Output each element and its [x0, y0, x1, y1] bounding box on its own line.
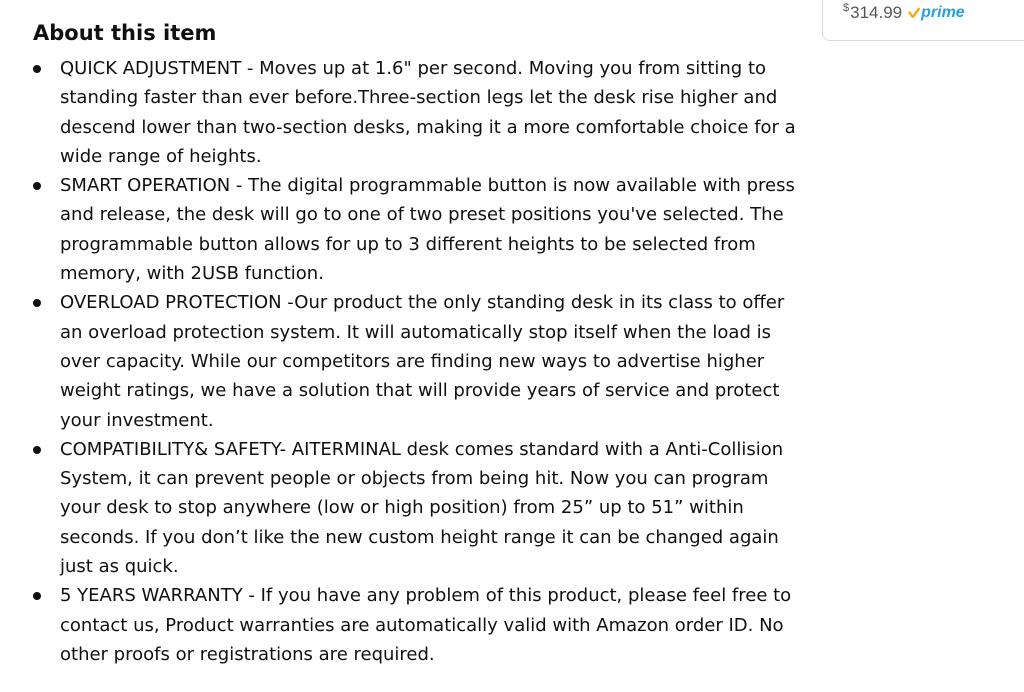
feature-bullet [33, 54, 803, 171]
bullet-dot-icon [33, 65, 41, 73]
price-row [843, 1, 965, 24]
feature-bullet [33, 288, 803, 434]
feature-bullet-text: OVERLOAD PROTECTION -Our product the only standing desk in its class to offer an overload protection system. It will automatically stop itself when the load is over capacity. While our competitors are finding new ways to advertise higher weight ratings, we have a solution that will provide years of service and protect your investment. [60, 292, 785, 431]
currency-symbol: $ [843, 2, 850, 14]
feature-bullet [33, 581, 803, 669]
feature-bullet-list [33, 54, 803, 669]
section-title: About this item [33, 21, 217, 45]
feature-bullet-text: QUICK ADJUSTMENT - Moves up at 1.6" per second. Moving you from sitting to standing faster than ever before.Three-section legs let the desk rise higher and descend lower than two-section desks, making it a more comfortable choice for a wide range of heights. [60, 58, 796, 167]
feature-bullet [33, 171, 803, 288]
bullet-dot-icon [33, 446, 41, 454]
bullet-dot-icon [33, 299, 41, 307]
prime-badge [908, 4, 965, 22]
about-this-item-section [33, 18, 803, 669]
feature-bullet-text: SMART OPERATION - The digital programmable button is now available with press and release, the desk will go to one of two preset positions you've selected. The programmable button allows for up to 3 different heights to be selected from memory, with 2USB function. [60, 175, 795, 285]
prime-label: prime [921, 4, 965, 21]
feature-bullet-text: 5 YEARS WARRANTY - If you have any problem of this product, please feel free to contact us, Product warranties are automatically valid with Amazon order ID. No other proofs or registrations are required. [60, 585, 792, 665]
prime-check-icon [908, 7, 920, 19]
feature-bullet-text: COMPATIBILITY& SAFETY- AITERMINAL desk comes standard with a Anti-Collision System, it can prevent people or objects from being hit. Now you can program your desk to stop anywhere (low or high position) from 25” up to 51” within seconds. If you don’t like the new custom height range it can be changed again just as quick. [60, 438, 784, 578]
bullet-dot-icon [33, 182, 41, 190]
feature-bullet [33, 435, 803, 581]
price-amount: 314.99 [850, 3, 903, 22]
bullet-dot-icon [33, 592, 41, 600]
buy-box-card [822, 0, 1024, 41]
